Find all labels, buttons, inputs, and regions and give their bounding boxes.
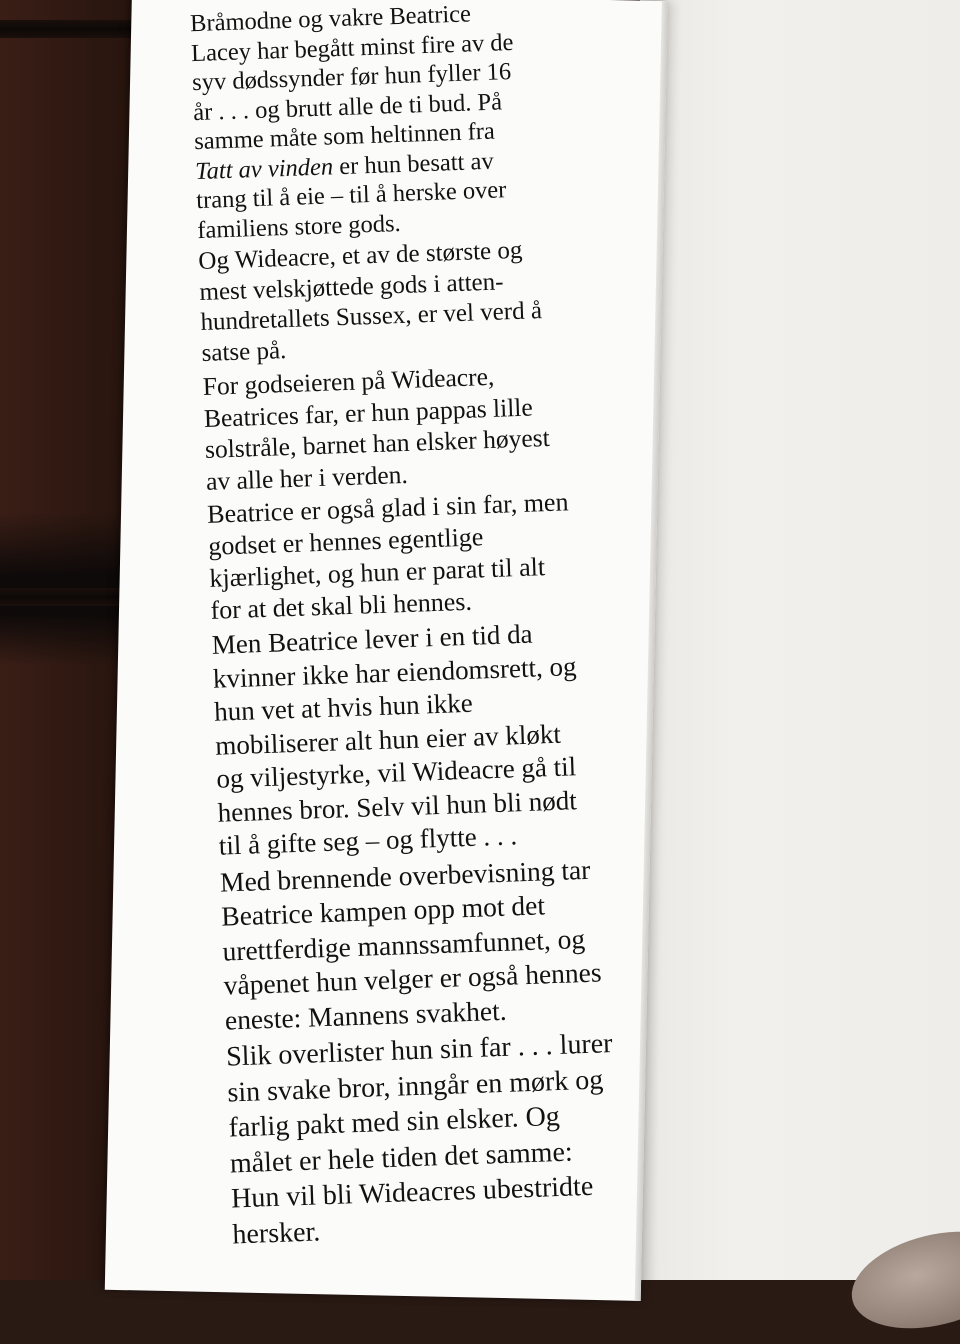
- blurb-paragraph: Og Wideacre, et av de største og mest velskjøttede gods i atten- hundretallets Sussex, er vel verd å satse på.: [197, 236, 543, 367]
- blurb-paragraph: Beatrice er også glad i sin far, men godset er hennes egentlige kjærlighet, og hun er parat til alt for at det skal bli hennes.: [206, 487, 569, 625]
- blurb-text-run: Bråmodne og vakre Beatrice Lacey har begått minst fire av de syv dødssynder før hun fyller 16 år . . . og brutt alle de ti bud. På samme måte som heltinnen fra: [189, 0, 514, 156]
- blurb-paragraph: Men Beatrice lever i en tid da kvinner ikke har eiendomsrett, og hun vet at hvis hun ikke mobiliserer alt hun eier av kløkt og viljestyrke, vil Wideacre gå til hennes bror. Selv vil hun bli nødt til å gifte seg – og flytte . . .: [211, 618, 578, 861]
- book-back-cover: [105, 0, 668, 1301]
- blurb-paragraph: Med brennende overbevisning tar Beatrice kampen opp mot det urettferdige mannssamfunnet, og våpenet hun velger er også hennes eneste: Mannens svakhet.: [219, 853, 602, 1036]
- blurb-paragraph: Slik overlister hun sin far . . . lurer sin svake bror, inngår en mørk og farlig pakt med sin elsker. Og målet er hele tiden det samme: Hun vil bli Wideacres ubestridte hersker.: [225, 1028, 613, 1250]
- blurb-text: [190, 0, 693, 1252]
- facing-page: [640, 0, 960, 1280]
- book-title-reference: Tatt av vinden: [194, 152, 334, 185]
- blurb-paragraph: For godseieren på Wideacre, Beatrices far, er hun pappas lille solstråle, barnet han elsker høyest av alle her i verden.: [202, 361, 551, 496]
- blurb-paragraph: [190, 0, 658, 245]
- blurb-text-run: er hun besatt av trang til å eie – til å herske over familiens store gods.: [195, 147, 507, 244]
